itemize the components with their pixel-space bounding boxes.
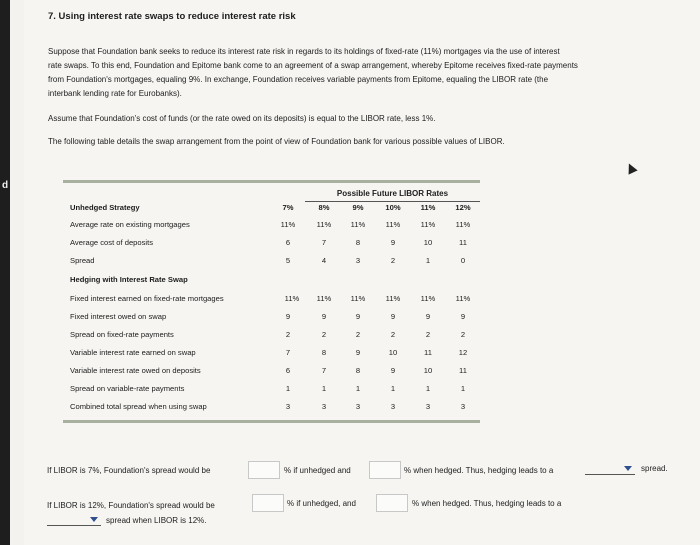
table-header-row: [70, 201, 480, 218]
q2-prefix: If LIBOR is 12%, Foundation's spread would be: [47, 501, 215, 510]
table-row: [70, 236, 480, 253]
cell: 7: [321, 238, 327, 247]
unhedged-title: Unhedged Strategy: [70, 203, 140, 212]
libor-rate: 9%: [352, 203, 364, 212]
cell: 2: [425, 330, 431, 339]
cell: 8: [321, 348, 327, 357]
table-row: [70, 218, 480, 235]
libor-rate: 12%: [455, 203, 471, 212]
q1-prefix: If LIBOR is 7%, Foundation's spread would be: [47, 466, 211, 475]
table-row: [70, 292, 480, 309]
chevron-down-icon[interactable]: [624, 466, 632, 471]
cell: 9: [425, 312, 431, 321]
cell: 9: [460, 312, 466, 321]
cell: 9: [355, 312, 361, 321]
cell: 6: [285, 238, 291, 247]
cell: 11: [459, 366, 467, 375]
cell: 2: [390, 256, 396, 265]
row-label: Spread on variable-rate payments: [70, 384, 185, 393]
row-label: Spread: [70, 256, 95, 265]
table-row: [70, 382, 480, 399]
libor-rate: 10%: [385, 203, 401, 212]
cell: 11%: [280, 220, 296, 229]
cell: 3: [460, 402, 466, 411]
cell: 9: [285, 312, 291, 321]
scenario-line: rate swaps. To this end, Foundation and Epitome bank come to an agreement of a swap arrangement, whereby Epitome receives fixed-rate payments: [48, 61, 578, 70]
row-label: Fixed interest owed on swap: [70, 312, 167, 321]
left-panel-edge: [0, 0, 10, 545]
row-label: Spread on fixed-rate payments: [70, 330, 174, 339]
cell: 7: [321, 366, 327, 375]
q2-unhedged-input[interactable]: [252, 494, 284, 512]
row-label: Variable interest rate earned on swap: [70, 348, 196, 357]
table-row: [70, 400, 480, 417]
q2-after-text: % when hedged. Thus, hedging leads to a: [412, 499, 562, 508]
q1-unhedged-input[interactable]: [248, 461, 280, 479]
cell: 9: [355, 348, 361, 357]
table-intro-paragraph: The following table details the swap arrangement from the point of view of Foundation bank for various possible values of LIBOR.: [48, 137, 505, 146]
scenario-line: from Foundation's mortgages, equaling 9%. In exchange, Foundation receives variable payments from Epitome, equaling the LIBOR rate (the: [48, 75, 549, 84]
hedged-title-row: [70, 273, 480, 290]
cell: 11%: [316, 294, 332, 303]
cell: 11%: [350, 220, 366, 229]
cell: 4: [321, 256, 327, 265]
hedged-title: Hedging with Interest Rate Swap: [70, 275, 188, 284]
q1-mid-text: % if unhedged and: [284, 466, 351, 475]
q1-after-text: % when hedged. Thus, hedging leads to a: [404, 466, 554, 475]
cell: 3: [390, 402, 396, 411]
scenario-paragraph: [48, 45, 678, 101]
question-title: 7. Using interest rate swaps to reduce interest rate risk: [48, 11, 296, 22]
cell: 2: [285, 330, 291, 339]
q2-mid-text: % if unhedged, and: [287, 499, 356, 508]
q1-spread-dropdown[interactable]: [585, 474, 635, 475]
row-label: Combined total spread when using swap: [70, 402, 207, 411]
table-row: [70, 254, 480, 271]
row-label: Average rate on existing mortgages: [70, 220, 190, 229]
scenario-line: interbank lending rate for Eurobanks).: [48, 89, 182, 98]
cell: 3: [425, 402, 431, 411]
cell: 11%: [316, 220, 332, 229]
table-row: [70, 328, 480, 345]
cell: 6: [285, 366, 291, 375]
cell: 11%: [420, 220, 436, 229]
q2-end-text: spread when LIBOR is 12%.: [106, 516, 207, 525]
cell: 3: [355, 256, 361, 265]
cell: 2: [460, 330, 466, 339]
table-row: [70, 346, 480, 363]
q2-spread-dropdown[interactable]: [47, 525, 101, 526]
cell: 3: [321, 402, 327, 411]
table-top-rule: [63, 180, 480, 183]
side-label: d: [2, 180, 9, 191]
cell: 11%: [420, 294, 436, 303]
table-row: [70, 364, 480, 381]
assumption-paragraph: Assume that Foundation's cost of funds (or the rate owed on its deposits) is equal to the LIBOR rate, less 1%.: [48, 114, 436, 123]
chevron-down-icon[interactable]: [90, 517, 98, 522]
cell: 11%: [350, 294, 366, 303]
cell: 10: [423, 238, 433, 247]
cell: 2: [390, 330, 396, 339]
cell: 0: [460, 256, 466, 265]
table-bottom-rule: [63, 420, 480, 423]
cell: 1: [321, 384, 327, 393]
q1-end-text: spread.: [641, 464, 668, 473]
cell: 3: [355, 402, 361, 411]
libor-rate: 11%: [420, 203, 436, 212]
cell: 2: [321, 330, 327, 339]
libor-rate: 8%: [318, 203, 330, 212]
cell: 1: [390, 384, 396, 393]
row-label: Fixed interest earned on fixed-rate mortgages: [70, 294, 224, 303]
libor-header: Possible Future LIBOR Rates: [336, 189, 449, 198]
q2-hedged-input[interactable]: [376, 494, 408, 512]
cell: 1: [460, 384, 466, 393]
cell: 1: [425, 256, 431, 265]
cell: 11: [424, 348, 432, 357]
libor-rate: 7%: [282, 203, 294, 212]
cell: 11%: [385, 220, 401, 229]
table-row: [70, 310, 480, 327]
cell: 1: [285, 384, 291, 393]
cell: 1: [425, 384, 431, 393]
cell: 9: [390, 238, 396, 247]
cell: 2: [355, 330, 361, 339]
cell: 1: [355, 384, 361, 393]
cell: 7: [285, 348, 291, 357]
cell: 5: [285, 256, 291, 265]
row-label: Variable interest rate owed on deposits: [70, 366, 201, 375]
cell: 9: [321, 312, 327, 321]
cell: 11%: [385, 294, 401, 303]
row-label: Average cost of deposits: [70, 238, 154, 247]
cell: 9: [390, 366, 396, 375]
cell: 9: [390, 312, 396, 321]
cell: 11%: [455, 220, 471, 229]
cell: 11%: [284, 294, 300, 303]
cell: 3: [285, 402, 291, 411]
cell: 11: [459, 238, 467, 247]
cell: 12: [458, 348, 468, 357]
cell: 10: [388, 348, 398, 357]
scenario-line: Suppose that Foundation bank seeks to reduce its interest rate risk in regards to its holdings of fixed-rate (11%) mortgages via the use of interest: [48, 47, 560, 56]
cell: 11%: [455, 294, 471, 303]
cell: 10: [423, 366, 433, 375]
q1-hedged-input[interactable]: [369, 461, 401, 479]
cell: 8: [355, 366, 361, 375]
cell: 8: [355, 238, 361, 247]
